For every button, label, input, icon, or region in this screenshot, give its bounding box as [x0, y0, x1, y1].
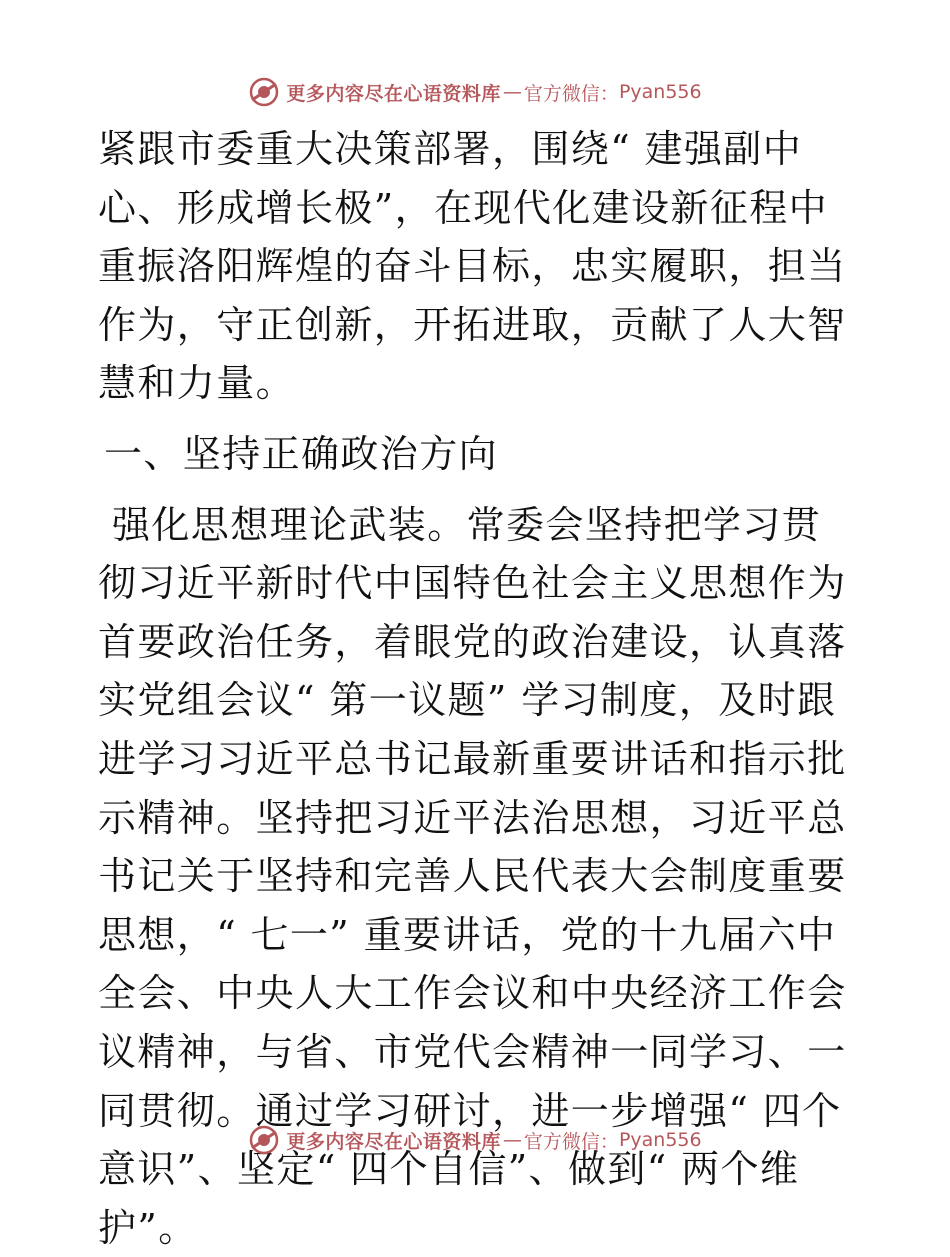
section-heading: 一、坚持正确政治方向: [104, 431, 499, 476]
paragraph-intro: 紧跟市委重大决策部署，围绕“ 建强副中心、形成增长极”，在现代化建设新征程中重振洛阳辉煌的奋斗目标，忠实履职，担当作为，守正创新，开拓进取，贡献了人大智慧和力量。: [98, 127, 847, 406]
watermark-id: Pyan556: [618, 1129, 702, 1151]
watermark-text: 更多内容尽在心语资料库: [286, 1130, 501, 1153]
seal-logo-icon: [248, 1124, 280, 1156]
paragraph-body: 强化思想理论武装。常委会坚持把学习贯彻习近平新时代中国特色社会主义思想作为首要政治任务，着眼党的政治建设，认真落实党组会议“ 第一议题” 学习制度，及时跟进学习习近平总书记最新重要讲话和指示批示精神。坚持把习近平法治思想，习近平总书记关于坚持和完善人民代表大会制度重要思想，“ 七一” 重要讲话，党的十九届六中全会、中央人大工作会议和中央经济工作会议精神，与省、市党代会精神一同学习、一同贯彻。通过学习研讨，进一步增强“ 四个意识”、坚定“ 四个自信”、做到“ 两个维护”。: [98, 502, 847, 1250]
watermark-separator: —: [502, 81, 522, 103]
watermark-separator: —: [502, 1129, 522, 1151]
watermark-banner-bottom: [0, 1120, 950, 1160]
seal-logo-icon: [248, 76, 280, 108]
watermark-suffix: 官方微信：: [523, 1130, 619, 1153]
document-body: [98, 120, 858, 1257]
watermark-banner-top: [0, 72, 950, 112]
watermark-id: Pyan556: [618, 81, 702, 103]
watermark-suffix: 官方微信：: [523, 82, 619, 105]
watermark-text: 更多内容尽在心语资料库: [286, 82, 501, 105]
